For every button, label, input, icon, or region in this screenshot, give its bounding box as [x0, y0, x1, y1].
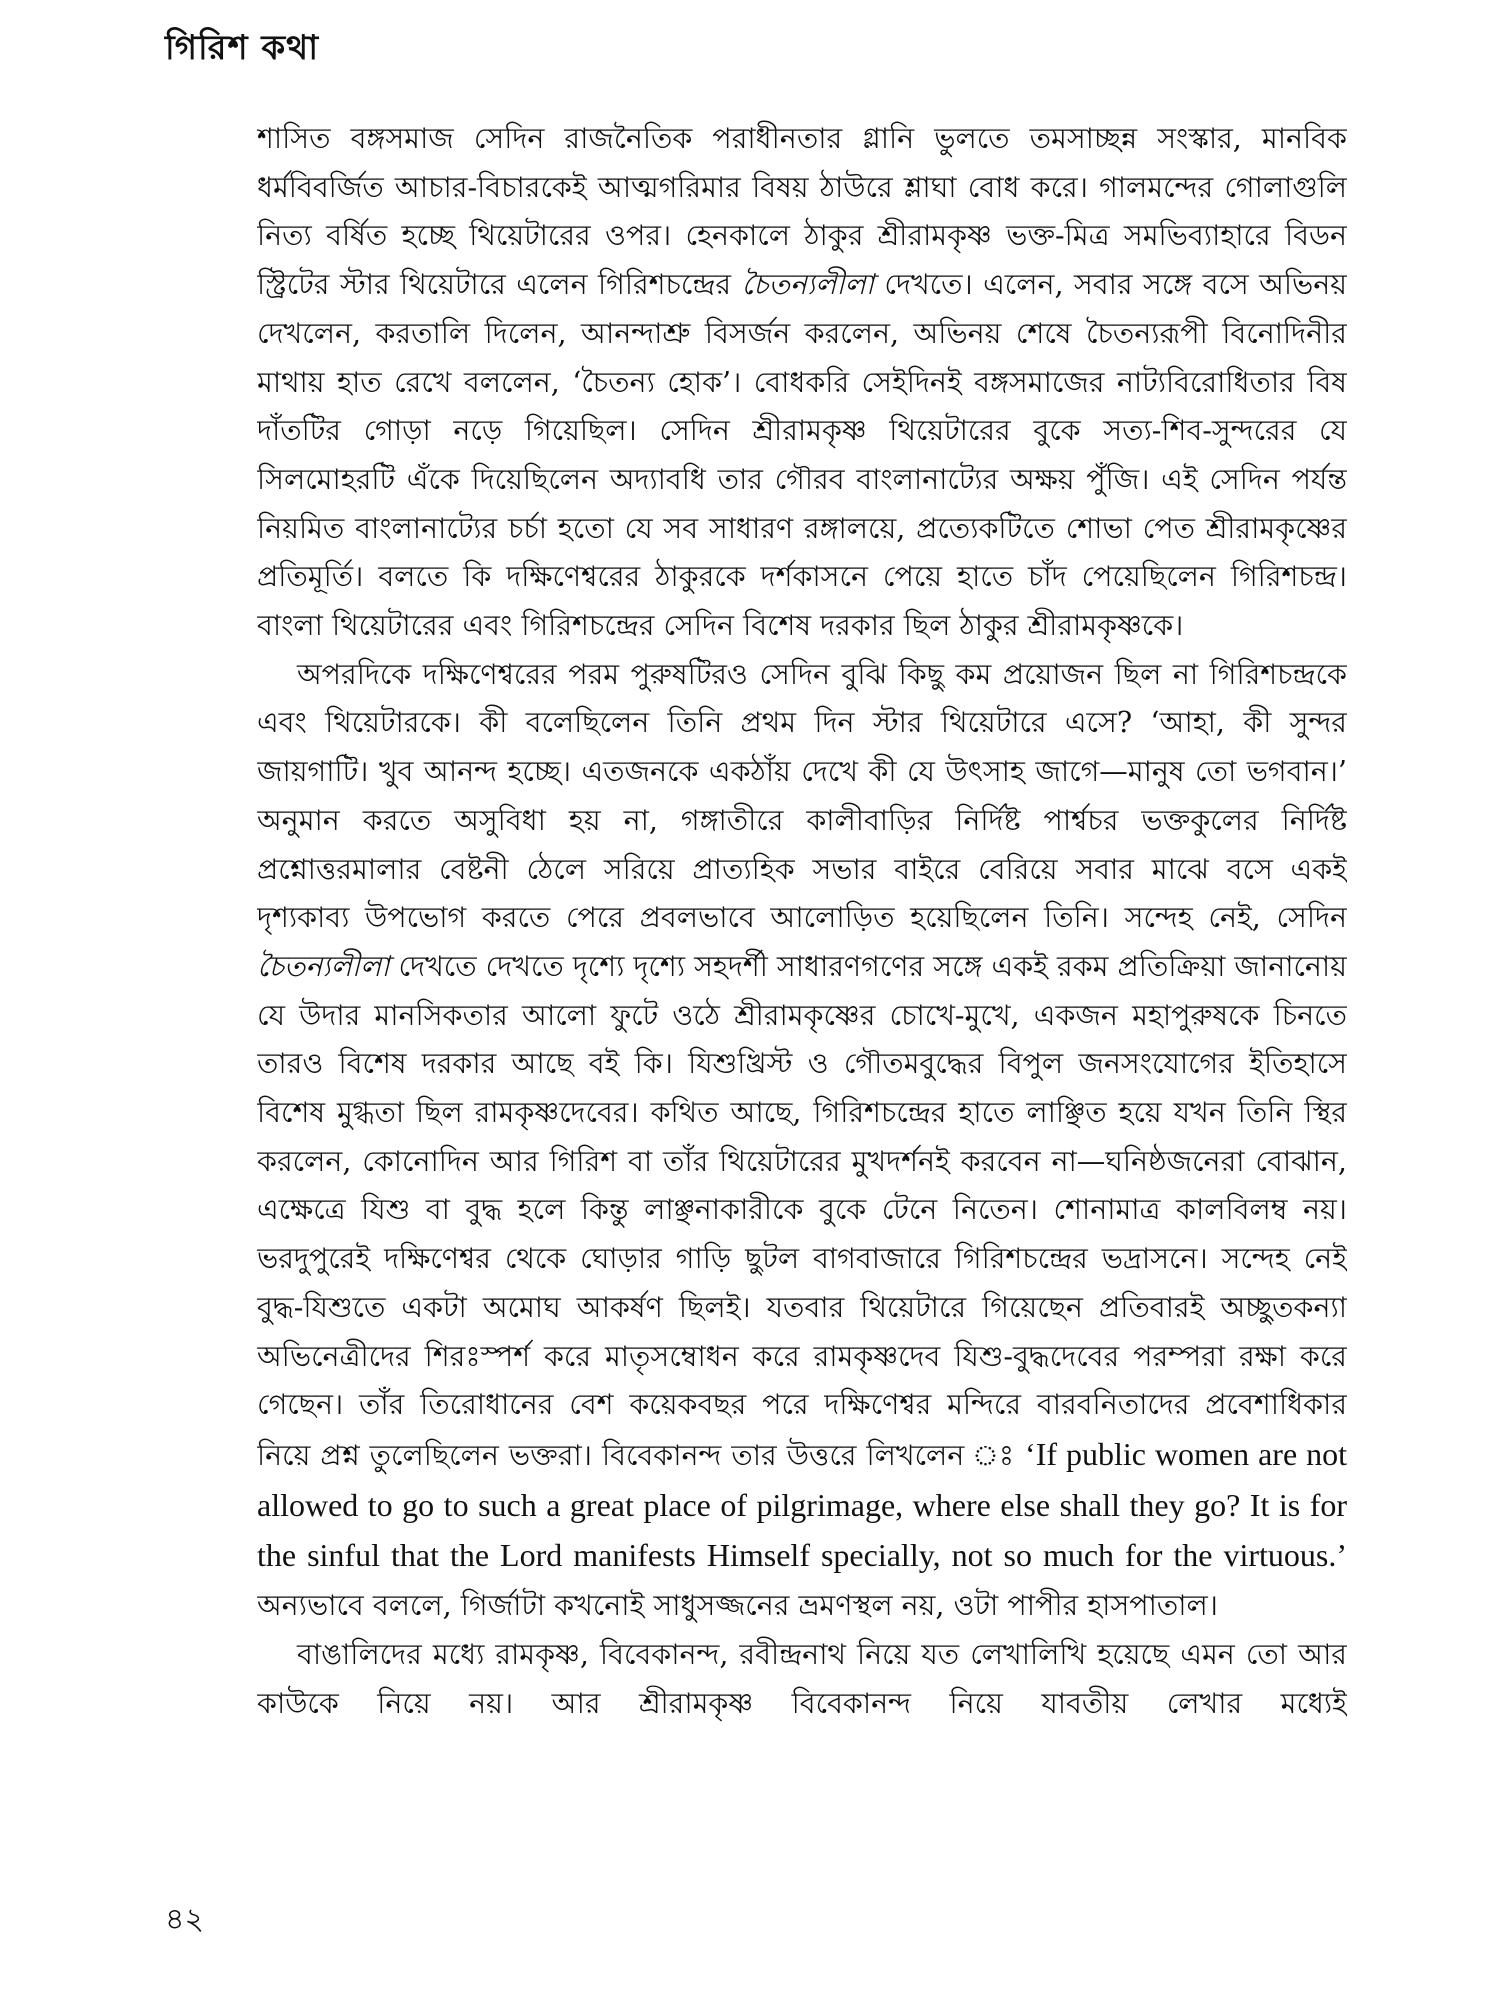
play-title-chaitanyalila: চৈতন্যলীলা [741, 268, 874, 302]
paragraph-1 [257, 115, 1347, 651]
paragraph-3 [257, 1631, 1347, 1728]
paragraph-2 [257, 651, 1347, 1631]
paragraph-3-text: বাঙালিদের মধ্যে রামকৃষ্ণ, বিবেকানন্দ, রবীন্দ্রনাথ নিয়ে যত লেখালিখি হয়েছে এমন তো আর কাউকে নিয়ে নয়। আর শ্রীরামকৃষ্ণ বিবেকানন্দ নিয়ে যাবতীয় লেখার মধ্যেই [257, 1637, 1347, 1720]
page-number: ৪২ [165, 1902, 204, 1937]
play-title-chaitanyalila-2: চৈতন্যলীলা [257, 949, 390, 983]
body-text [257, 115, 1347, 1765]
english-quote: ‘If public women are not allowed to go to such a great place of pilgrimage, where else shall they go? It is for the sinful that the Lord manifests Himself specially, not so much for the virtuous.’ [257, 1435, 1347, 1574]
paragraph-2-text-c: অন্যভাবে বললে, গির্জাটা কখনোই সাধুসজ্জনের ভ্রমণস্থল নয়, ওটা পাপীর হাসপাতাল। [257, 1589, 1218, 1623]
running-head: গিরিশ কথা [165, 28, 320, 68]
paragraph-2-text-a: অপরদিকে দক্ষিণেশ্বরের পরম পুরুষটিরও সেদিন বুঝি কিছু কম প্রয়োজন ছিল না গিরিশচন্দ্রকে এবং থিয়েটারকে। কী বলেছিলেন তিনি প্রথম দিন স্টার থিয়েটারে এসে? ‘আহা, কী সুন্দর জায়গাটি। খুব আনন্দ হচ্ছে। এতজনকে একঠাঁয় দেখে কী যে উৎসাহ জাগে—মানুষ তো ভগবান।’ অনুমান করতে অসুবিধা হয় না, গঙ্গাতীরে কালীবাড়ির নির্দিষ্ট পার্শ্বচর ভক্তকুলের নির্দিষ্ট প্রশ্নোত্তরমালার বেষ্টনী ঠেলে সরিয়ে প্রাত্যহিক সভার বাইরে বেরিয়ে সবার মাঝে বসে একই দৃশ্যকাব্য উপভোগ করতে পেরে প্রবলভাবে আলোড়িত হয়েছিলেন তিনি। সন্দেহ নেই, সেদিন [257, 657, 1347, 935]
paragraph-2-text-b: দেখতে দেখতে দৃশ্যে দৃশ্যে সহদর্শী সাধারণগণের সঙ্গে একই রকম প্রতিক্রিয়া জানানোয় যে উদার মানসিকতার আলো ফুটে ওঠে শ্রীরামকৃষ্ণের চোখে-মুখে, একজন মহাপুরুষকে চিনতে তারও বিশেষ দরকার আছে বই কি। যিশুখ্রিস্ট ও গৌতমবুদ্ধের বিপুল জনসংযোগের ইতিহাসে বিশেষ মুগ্ধতা ছিল রামকৃষ্ণদেবের। কথিত আছে, গিরিশচন্দ্রের হাতে লাঞ্ছিত হয়ে যখন তিনি স্থির করলেন, কোনোদিন আর গিরিশ বা তাঁর থিয়েটারের মুখদর্শনই করবেন না—ঘনিষ্ঠজনেরা বোঝান, এক্ষেত্রে যিশু বা বুদ্ধ হলে কিন্তু লাঞ্ছনাকারীকে বুকে টেনে নিতেন। শোনামাত্র কালবিলম্ব নয়। ভরদুপুরেই দক্ষিণেশ্বর থেকে ঘোড়ার গাড়ি ছুটল বাগবাজারে গিরিশচন্দ্রের ভদ্রাসনে। সন্দেহ নেই বুদ্ধ-যিশুতে একটা অমোঘ আকর্ষণ ছিলই। যতবার থিয়েটারে গিয়েছেন প্রতিবারই অচ্ছুতকন্যা অভিনেত্রীদের শিরঃস্পর্শ করে মাতৃসম্বোধন করে রামকৃষ্ণদেব যিশু-বুদ্ধদেবের পরম্পরা রক্ষা করে গেছেন। তাঁর তিরোধানের বেশ কয়েকবছর পরে দক্ষিণেশ্বর মন্দিরে বারবনিতাদের প্রবেশাধিকার নিয়ে প্রশ্ন তুলেছিলেন ভক্তরা। বিবেকানন্দ তার উত্তরে লিখলেন ঃ [257, 949, 1347, 1472]
paragraph-1-text-b: দেখতে। এলেন, সবার সঙ্গে বসে অভিনয় দেখলেন, করতালি দিলেন, আনন্দাশ্রু বিসর্জন করলেন, অভিনয় শেষে চৈতন্যরূপী বিনোদিনীর মাথায় হাত রেখে বললেন, ‘চৈতন্য হোক’। বোধকরি সেইদিনই বঙ্গসমাজের নাট্যবিরোধিতার বিষ দাঁতটির গোড়া নড়ে গিয়েছিল। সেদিন শ্রীরামকৃষ্ণ থিয়েটারের বুকে সত্য-শিব-সুন্দরের যে সিলমোহরটি এঁকে দিয়েছিলেন অদ্যাবধি তার গৌরব বাংলানাট্যের অক্ষয় পুঁজি। এই সেদিন পর্যন্ত নিয়মিত বাংলানাট্যের চর্চা হতো যে সব সাধারণ রঙ্গালয়ে, প্রত্যেকটিতে শোভা পেত শ্রীরামকৃষ্ণের প্রতিমূর্তি। বলতে কি দক্ষিণেশ্বরের ঠাকুরকে দর্শকাসনে পেয়ে হাতে চাঁদ পেয়েছিলেন গিরিশচন্দ্র। বাংলা থিয়েটারের এবং গিরিশচন্দ্রের সেদিন বিশেষ দরকার ছিল ঠাকুর শ্রীরামকৃষ্ণকে। [257, 268, 1347, 643]
paragraph-1-text-a: শাসিত বঙ্গসমাজ সেদিন রাজনৈতিক পরাধীনতার গ্লানি ভুলতে তমসাচ্ছন্ন সংস্কার, মানবিক ধর্মবিবর্জিত আচার-বিচারকেই আত্মগরিমার বিষয় ঠাউরে শ্লাঘা বোধ করে। গালমন্দের গোলাগুলি নিত্য বর্ষিত হচ্ছে থিয়েটারের ওপর। হেনকালে ঠাকুর শ্রীরামকৃষ্ণ ভক্ত-মিত্র সমভিব্যাহারে বিডন স্ট্রিটের স্টার থিয়েটারে এলেন গিরিশচন্দ্রের [257, 122, 1347, 302]
